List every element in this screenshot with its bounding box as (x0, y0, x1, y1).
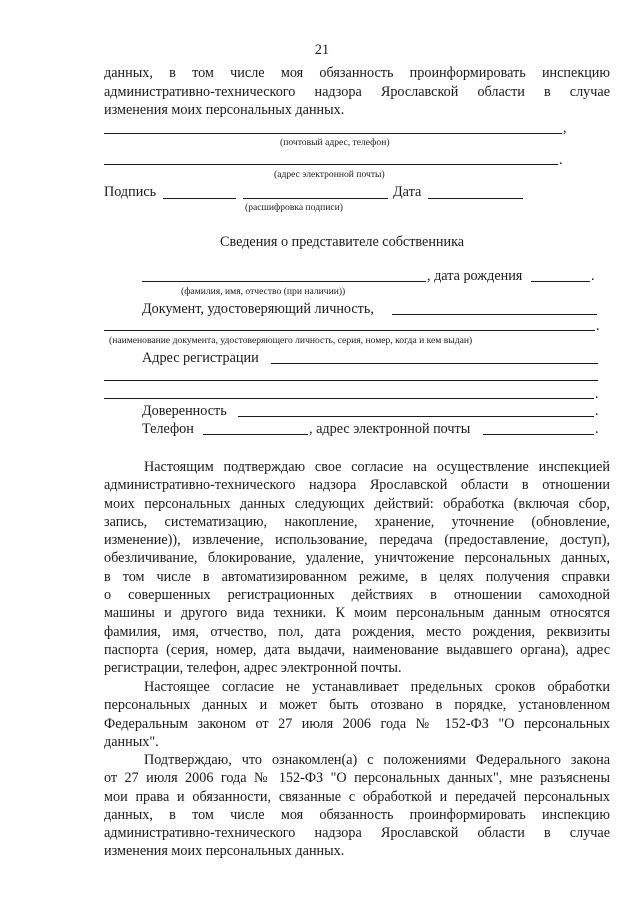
rep-fio-field[interactable] (142, 281, 426, 282)
term-line: Федеральным законом от 27 июля 2006 года № 152-ФЗ "О персональных (104, 715, 610, 732)
rep-document-caption: (наименование документа, удостоверяющего личность, серия, номер, когда и кем выдан) (109, 335, 473, 346)
ack-line: административно-технического надзора Ярославской области в случае (104, 825, 610, 842)
rep-proxy-period: . (595, 403, 599, 419)
rep-address-field-3[interactable] (104, 398, 594, 399)
date-field[interactable] (428, 198, 523, 199)
signature-decoding-caption: (расшифровка подписи) (245, 202, 343, 213)
rep-phone-label: Телефон (142, 421, 194, 437)
rep-section-heading: Сведения о представителе собственника (220, 234, 465, 250)
rep-email-label: , адрес электронной почты (309, 421, 471, 437)
ack-line: Подтверждаю, что ознакомлен(а) с положениями Федерального закона (144, 752, 610, 768)
consent-paragraph (104, 458, 610, 678)
rep-proxy-label: Доверенность (142, 403, 227, 419)
rep-proxy-field[interactable] (238, 416, 594, 417)
rep-email-field[interactable] (483, 434, 594, 435)
rep-email-period: . (595, 421, 599, 437)
ack-line: мои права и обязанности, связанные с обработкой и передачей персональных (104, 788, 610, 805)
consent-line: запись, систематизацию, накопление, хранение, уточнение (обновление, (104, 513, 610, 530)
rep-document-field-2[interactable] (104, 330, 595, 331)
page-number: 21 (314, 42, 330, 58)
top-line-1: данных, в том числе моя обязанность проинформировать инспекцию (104, 65, 610, 81)
rep-phone-field[interactable] (203, 434, 308, 435)
term-paragraph (104, 678, 610, 751)
signature-label: Подпись (104, 184, 157, 200)
term-line: персональных данных и может быть отозвано в порядке, установленном (104, 697, 610, 714)
rep-address-field-2[interactable] (104, 380, 598, 381)
rep-birth-label: , дата рождения (427, 268, 523, 284)
ack-paragraph (104, 751, 610, 861)
rep-fio-caption: (фамилия, имя, отчество (при наличии)) (181, 286, 346, 297)
email-field[interactable] (104, 164, 558, 165)
email-period: . (559, 152, 563, 168)
rep-address-field-1[interactable] (271, 363, 598, 364)
rep-address-period: . (595, 386, 599, 402)
consent-line: машины и другого вида техники. К моим персональным данным относятся (104, 605, 610, 622)
consent-line: обезличивание, блокирование, удаление, уничтожение персональных данных, (104, 550, 610, 567)
signature-field[interactable] (163, 198, 236, 199)
rep-document-label: Документ, удостоверяющий личность, (142, 301, 374, 317)
rep-document-period: . (596, 318, 600, 334)
email-caption: (адрес электронной почты) (274, 169, 385, 180)
date-label: Дата (393, 184, 422, 200)
top-line-3: изменения моих персональных данных. (104, 102, 345, 118)
consent-line: изменение)), извлечение, использование, передача (предоставление, доступ), (104, 532, 610, 549)
term-line: данных". (104, 733, 159, 750)
consent-line: фамилия, имя, отчество, пол, дата рождения, место рождения, реквизиты (104, 623, 610, 640)
ack-line: от 27 июля 2006 года № 152-ФЗ "О персональных данных", мне разъяснены (104, 770, 610, 787)
consent-line: административно-технического надзора Ярославской области в отношении (104, 477, 610, 494)
signature-decoding-field[interactable] (243, 198, 388, 199)
postal-comma: , (563, 120, 567, 136)
top-line-2: административно-технического надзора Ярославской области в случае (104, 84, 610, 100)
consent-line: моих персональных данных следующих действий: обработка (включая сбор, (104, 495, 610, 512)
rep-birth-field[interactable] (531, 281, 590, 282)
postal-address-caption: (почтовый адрес, телефон) (280, 137, 390, 148)
postal-address-field[interactable] (104, 133, 562, 134)
term-line: Настоящее согласие не устанавливает предельных сроков обработки (144, 679, 610, 695)
consent-line: паспорта (серия, номер, дата выдачи, наименование выдавшего органа), адрес (104, 641, 610, 658)
rep-birth-period: . (591, 268, 595, 284)
rep-address-label: Адрес регистрации (142, 350, 259, 366)
ack-line: изменения моих персональных данных. (104, 843, 345, 860)
consent-line: регистрации, телефон, адрес электронной почты. (104, 660, 402, 677)
consent-line: в том числе в автоматизированном режиме, в целях получения справки (104, 568, 610, 585)
consent-line: Настоящим подтверждаю свое согласие на осуществление инспекцией (144, 459, 610, 475)
ack-line: данных, в том числе моя обязанность проинформировать инспекцию (104, 806, 610, 823)
rep-document-field-1[interactable] (392, 314, 597, 315)
consent-line: о совершенных регистрационных действиях в отношении самоходной (104, 587, 610, 604)
